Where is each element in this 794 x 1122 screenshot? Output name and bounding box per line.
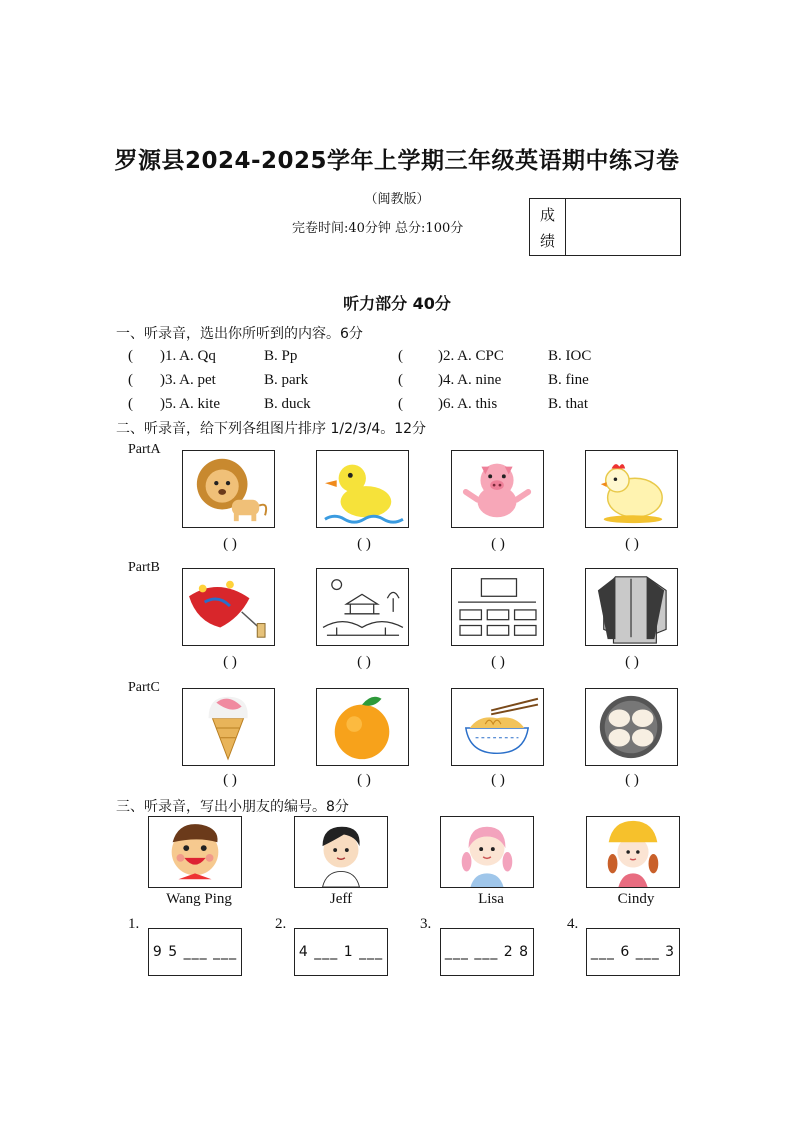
noodles-icon	[451, 688, 544, 766]
boy-icon	[294, 816, 388, 888]
part-a-blank-4[interactable]: ( )	[625, 536, 639, 552]
listening-heading: 听力部分 40分	[343, 294, 451, 313]
kite-icon	[182, 568, 275, 646]
q2-heading: 二、听录音，给下列各组图片排序 1/2/3/4。12分	[116, 421, 427, 437]
part-a-blank-1[interactable]: ( )	[223, 536, 237, 552]
q1-item-4[interactable]: ( )4. A. nine B. fine	[398, 372, 589, 388]
edition-label: （闽教版）	[364, 192, 430, 207]
page-title: 罗源县2024-2025学年上学期三年级英语期中练习卷	[114, 148, 680, 174]
score-label-top: 成	[539, 205, 555, 224]
phone-answer-box-2[interactable]: 4 ___ 1 ___	[294, 928, 388, 976]
eggs-icon	[585, 688, 678, 766]
score-label-bottom: 绩	[539, 231, 555, 250]
kid-name-2: Jeff	[329, 891, 353, 907]
lion-icon	[182, 450, 275, 528]
ice-cream-icon	[182, 688, 275, 766]
answer-number-3: 3.	[420, 916, 432, 932]
part-c-blank-1[interactable]: ( )	[223, 772, 237, 788]
answer-number-2: 2.	[275, 916, 287, 932]
part-c-blank-4[interactable]: ( )	[625, 772, 639, 788]
q1-item-2[interactable]: ( )2. A. CPC B. IOC	[398, 348, 592, 364]
answer-number-1: 1.	[128, 916, 140, 932]
classroom-icon	[451, 568, 544, 646]
score-value[interactable]	[568, 199, 680, 255]
pig-icon	[451, 450, 544, 528]
park-icon	[316, 568, 409, 646]
phone-answer-box-1[interactable]: 9 5 ___ ___	[148, 928, 242, 976]
score-label	[530, 199, 566, 255]
q1-item-6[interactable]: ( )6. A. this B. that	[398, 396, 588, 412]
q1-item-5[interactable]: ( )5. A. kite B. duck	[128, 396, 311, 412]
part-c-blank-3[interactable]: ( )	[491, 772, 505, 788]
phone-answer-box-4[interactable]: ___ 6 ___ 3	[586, 928, 680, 976]
part-b-blank-3[interactable]: ( )	[491, 654, 505, 670]
part-a-blank-2[interactable]: ( )	[357, 536, 371, 552]
phone-answer-box-3[interactable]: ___ ___ 2 8	[440, 928, 534, 976]
kid-name-3: Lisa	[478, 891, 504, 907]
part-b-label: PartB	[128, 560, 160, 575]
q1-item-3[interactable]: ( )3. A. pet B. park	[128, 372, 309, 388]
q3-heading: 三、听录音，写出小朋友的编号。8分	[116, 799, 349, 815]
kid-name-1: Wang Ping	[166, 891, 232, 907]
part-a-label: PartA	[128, 442, 161, 457]
part-c-label: PartC	[128, 680, 160, 695]
part-a-blank-3[interactable]: ( )	[491, 536, 505, 552]
girl-braids-icon	[440, 816, 534, 888]
chicken-icon	[585, 450, 678, 528]
exam-info: 完卷时间:40分钟 总分:100分	[292, 221, 464, 236]
girl-hat-icon	[586, 816, 680, 888]
q1-heading: 一、听录音，选出你所听到的内容。6分	[116, 326, 363, 342]
q1-item-1[interactable]: ( )1. A. Qq B. Pp	[128, 348, 298, 364]
part-b-blank-1[interactable]: ( )	[223, 654, 237, 670]
duck-icon	[316, 450, 409, 528]
jacket-icon	[585, 568, 678, 646]
answer-number-4: 4.	[567, 916, 579, 932]
boy-laughing-icon	[148, 816, 242, 888]
part-b-blank-2[interactable]: ( )	[357, 654, 371, 670]
part-c-blank-2[interactable]: ( )	[357, 772, 371, 788]
score-box[interactable]	[529, 198, 681, 256]
orange-icon	[316, 688, 409, 766]
kid-name-4: Cindy	[617, 891, 655, 907]
part-b-blank-4[interactable]: ( )	[625, 654, 639, 670]
